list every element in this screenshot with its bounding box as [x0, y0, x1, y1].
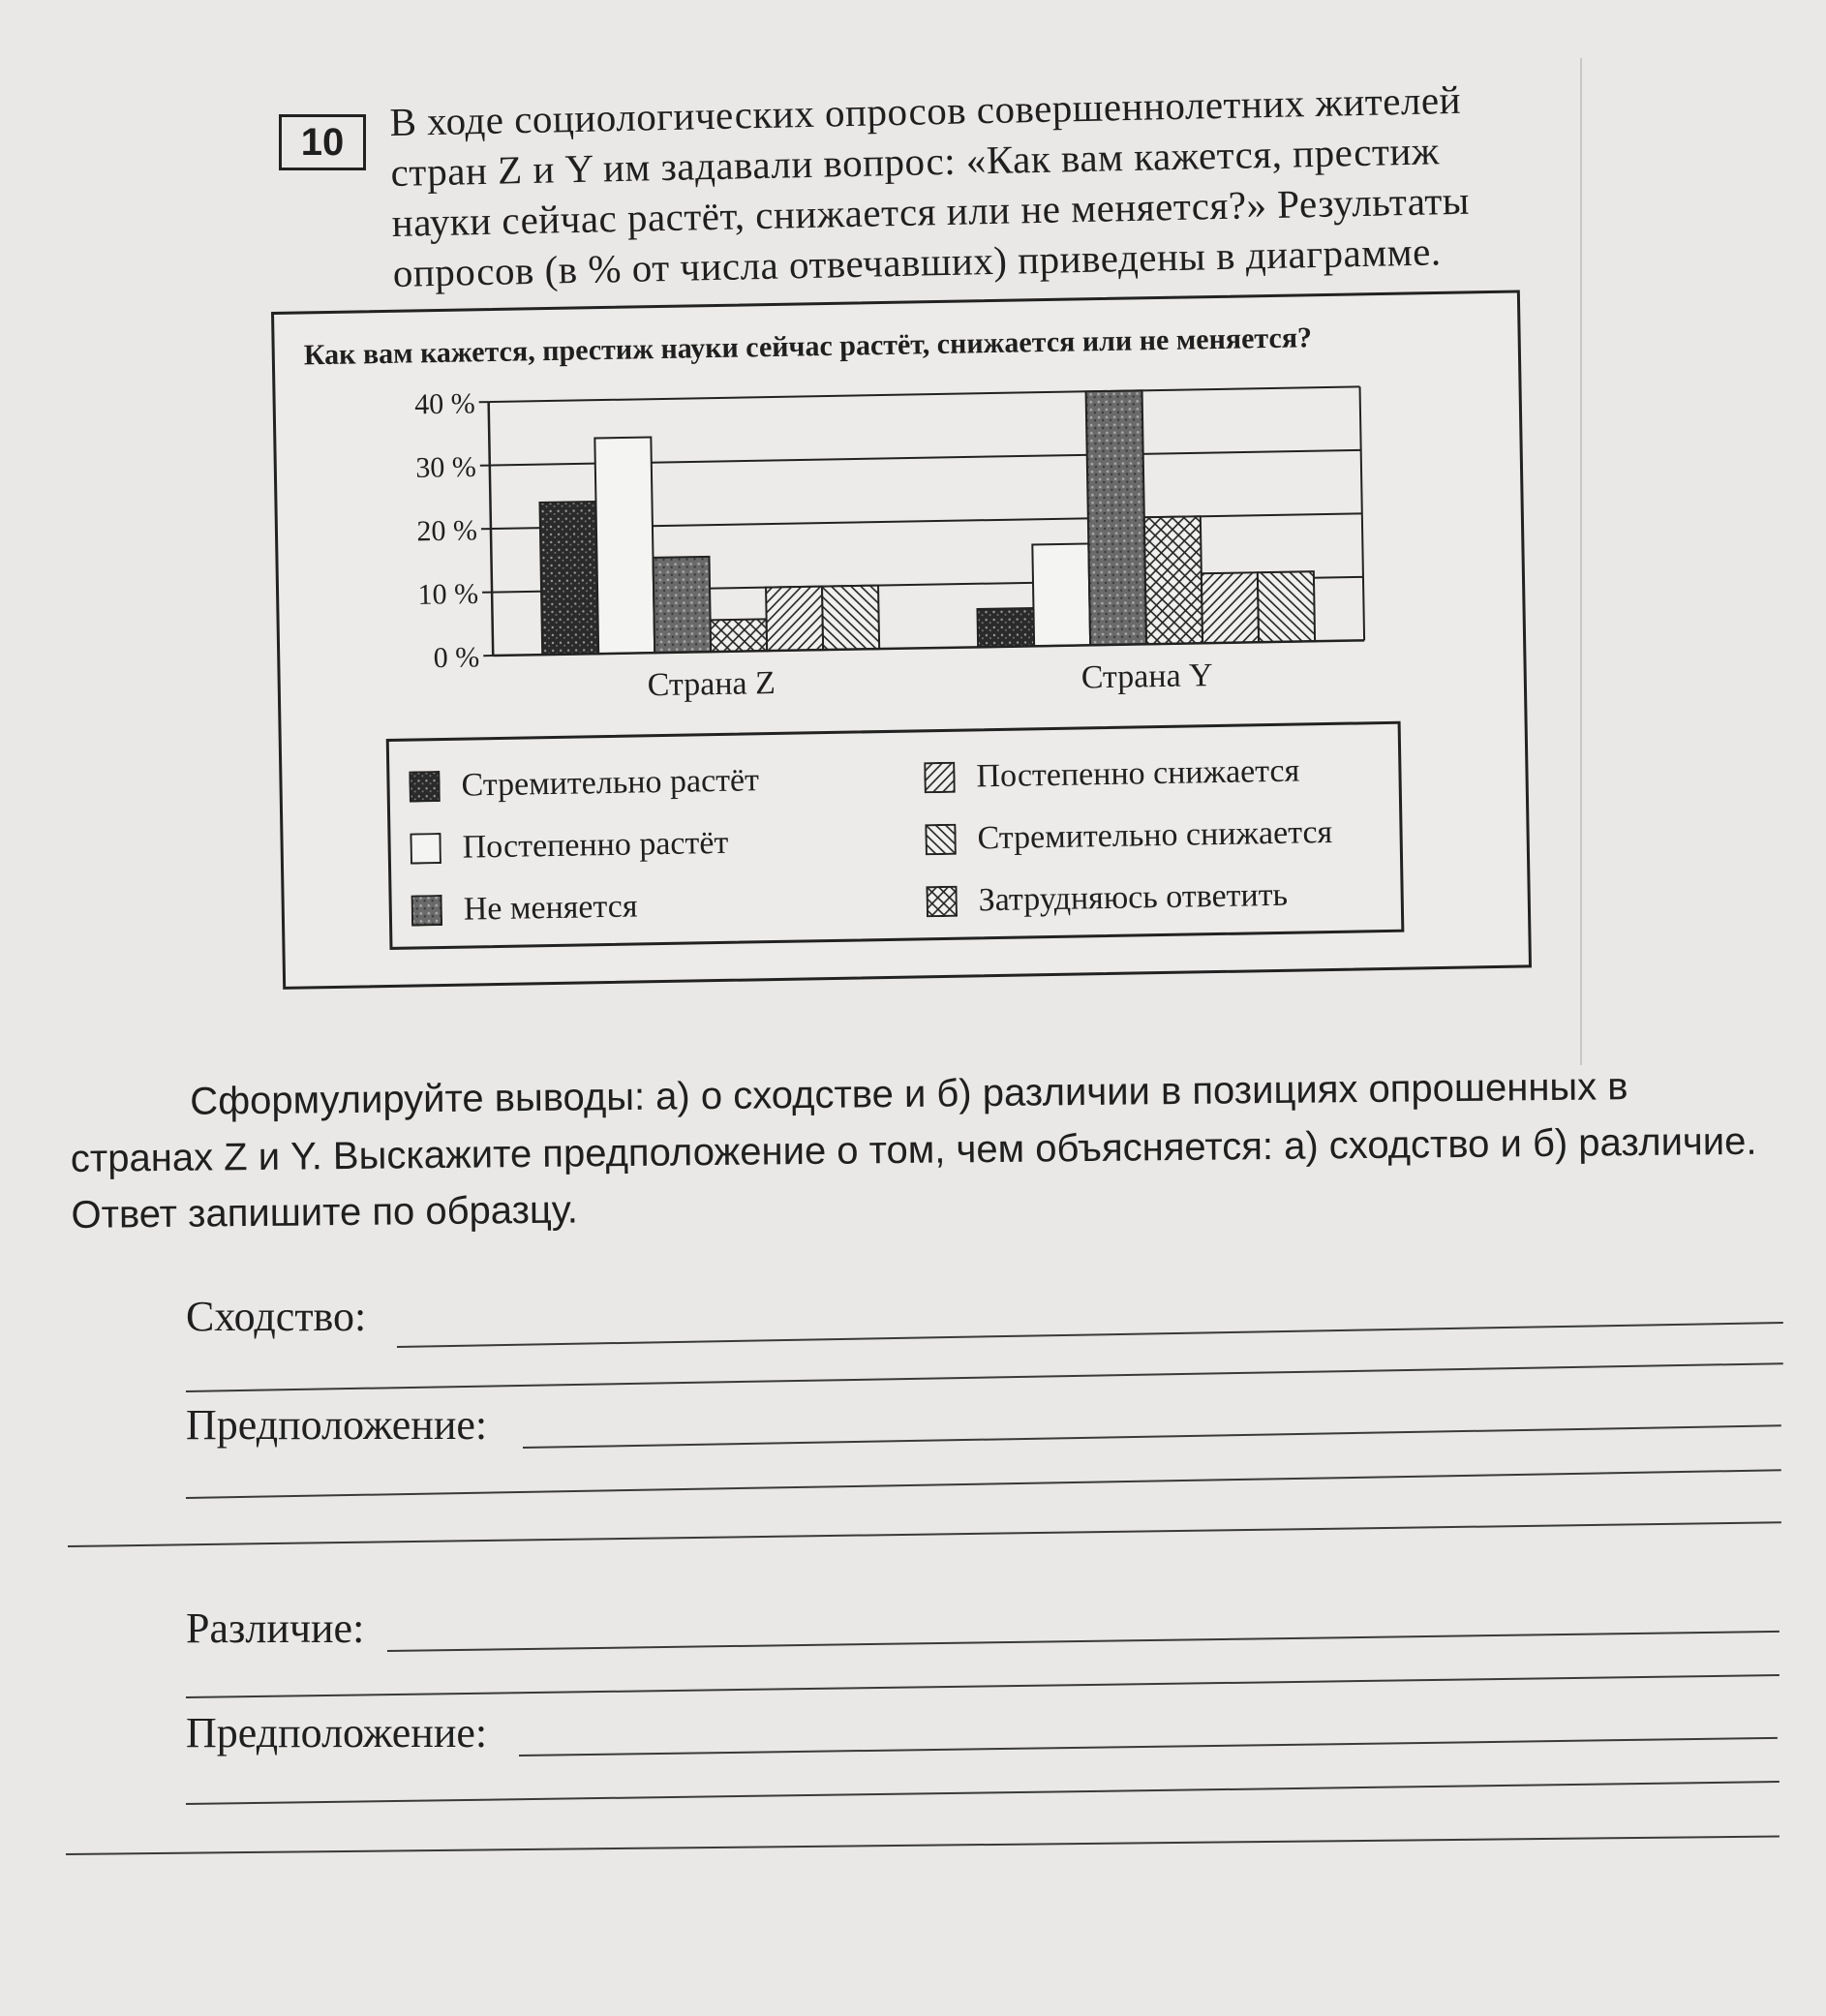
legend-item: [924, 753, 1299, 797]
bar-y-diag-left: [1258, 571, 1315, 642]
y-tick-label: 20 %: [416, 514, 478, 548]
legend-swatch-dark-speckle: [409, 771, 441, 803]
legend-label: Стремительно растёт: [461, 762, 760, 804]
answer-line[interactable]: [186, 1469, 1781, 1499]
assumption-label-1: Предположение:: [186, 1401, 488, 1449]
assumption-label-2: Предположение:: [186, 1709, 488, 1756]
chart-legend: [386, 721, 1405, 950]
bar-z-gray-speckle: [653, 557, 711, 653]
chart-title: Как вам кажется, престиж науки сейчас растёт, снижается или не меняется?: [303, 321, 1313, 372]
bar-y-diag-right: [1202, 572, 1259, 643]
intro-line: В ходе социологических опросов совершеннолетних жителей: [389, 76, 1462, 144]
bar-y-crosshatch: [1144, 516, 1202, 644]
legend-swatch-diag-right: [924, 762, 956, 794]
bar-y-gray-speckle: [1086, 390, 1147, 645]
answer-line[interactable]: [519, 1737, 1778, 1756]
task-text: Сформулируйте выводы: а) о сходстве и б) различии в позициях опрошенных в странах Z и Y. Выскажите предположение о том, чем объясняется: а) сходство и б) различие. Ответ запишите по образцу.: [70, 1065, 1757, 1237]
legend-label: Постепенно снижается: [976, 752, 1300, 795]
legend-item: [410, 825, 728, 868]
answer-line[interactable]: [186, 1362, 1783, 1392]
answer-line[interactable]: [523, 1424, 1781, 1449]
question-intro: [389, 73, 1555, 298]
gridline: [489, 386, 1360, 402]
legend-item: [925, 814, 1332, 858]
legend-label: Затрудняюсь ответить: [978, 876, 1289, 919]
legend-swatch-diag-left: [925, 824, 957, 856]
legend-swatch-gray-speckle: [411, 895, 443, 927]
answer-line[interactable]: [186, 1674, 1780, 1698]
x-category-label: Страна Z: [647, 664, 776, 704]
similarity-label: Сходство:: [186, 1293, 367, 1340]
answer-line[interactable]: [397, 1322, 1783, 1348]
question-number: 10: [279, 114, 366, 170]
legend-label: Не меняется: [463, 888, 638, 928]
y-tick-label: 30 %: [415, 450, 477, 484]
legend-swatch-white: [410, 833, 441, 865]
bar-y-white: [1032, 544, 1090, 647]
chart-frame: [271, 290, 1532, 989]
legend-label: Постепенно растёт: [462, 824, 729, 866]
intro-line: стран Z и Y им задавали вопрос: «Как вам кажется, престиж: [390, 128, 1441, 195]
bar-z-white: [594, 437, 654, 654]
difference-label: Различие:: [186, 1604, 365, 1652]
legend-label: Стремительно снижается: [977, 813, 1333, 857]
bar-z-crosshatch: [711, 619, 768, 652]
y-tick-label: 40 %: [413, 387, 475, 421]
answer-line[interactable]: [68, 1521, 1781, 1547]
intro-line: науки сейчас растёт, снижается или не меняется?» Результаты: [391, 177, 1471, 245]
intro-line: опросов (в % от числа отвечавших) приведены в диаграмме.: [392, 229, 1442, 295]
bar-z-dark-speckle: [539, 502, 598, 655]
page-fold-line: [1580, 58, 1582, 1065]
bar-z-diag-right: [766, 587, 823, 652]
answer-line[interactable]: [186, 1781, 1780, 1805]
legend-item: [926, 877, 1288, 921]
bar-z-diag-left: [822, 586, 879, 651]
y-tick-label: 0 %: [433, 641, 480, 675]
x-category-label: Страна Y: [1080, 657, 1213, 696]
legend-item: [411, 888, 637, 929]
answer-line[interactable]: [387, 1631, 1780, 1652]
task-instructions: [70, 1057, 1776, 1243]
answer-line[interactable]: [66, 1835, 1780, 1855]
legend-item: [409, 762, 759, 805]
legend-swatch-crosshatch: [926, 886, 958, 918]
y-tick-label: 10 %: [417, 577, 479, 611]
bar-chart: [275, 361, 1524, 731]
bar-y-dark-speckle: [977, 608, 1034, 647]
